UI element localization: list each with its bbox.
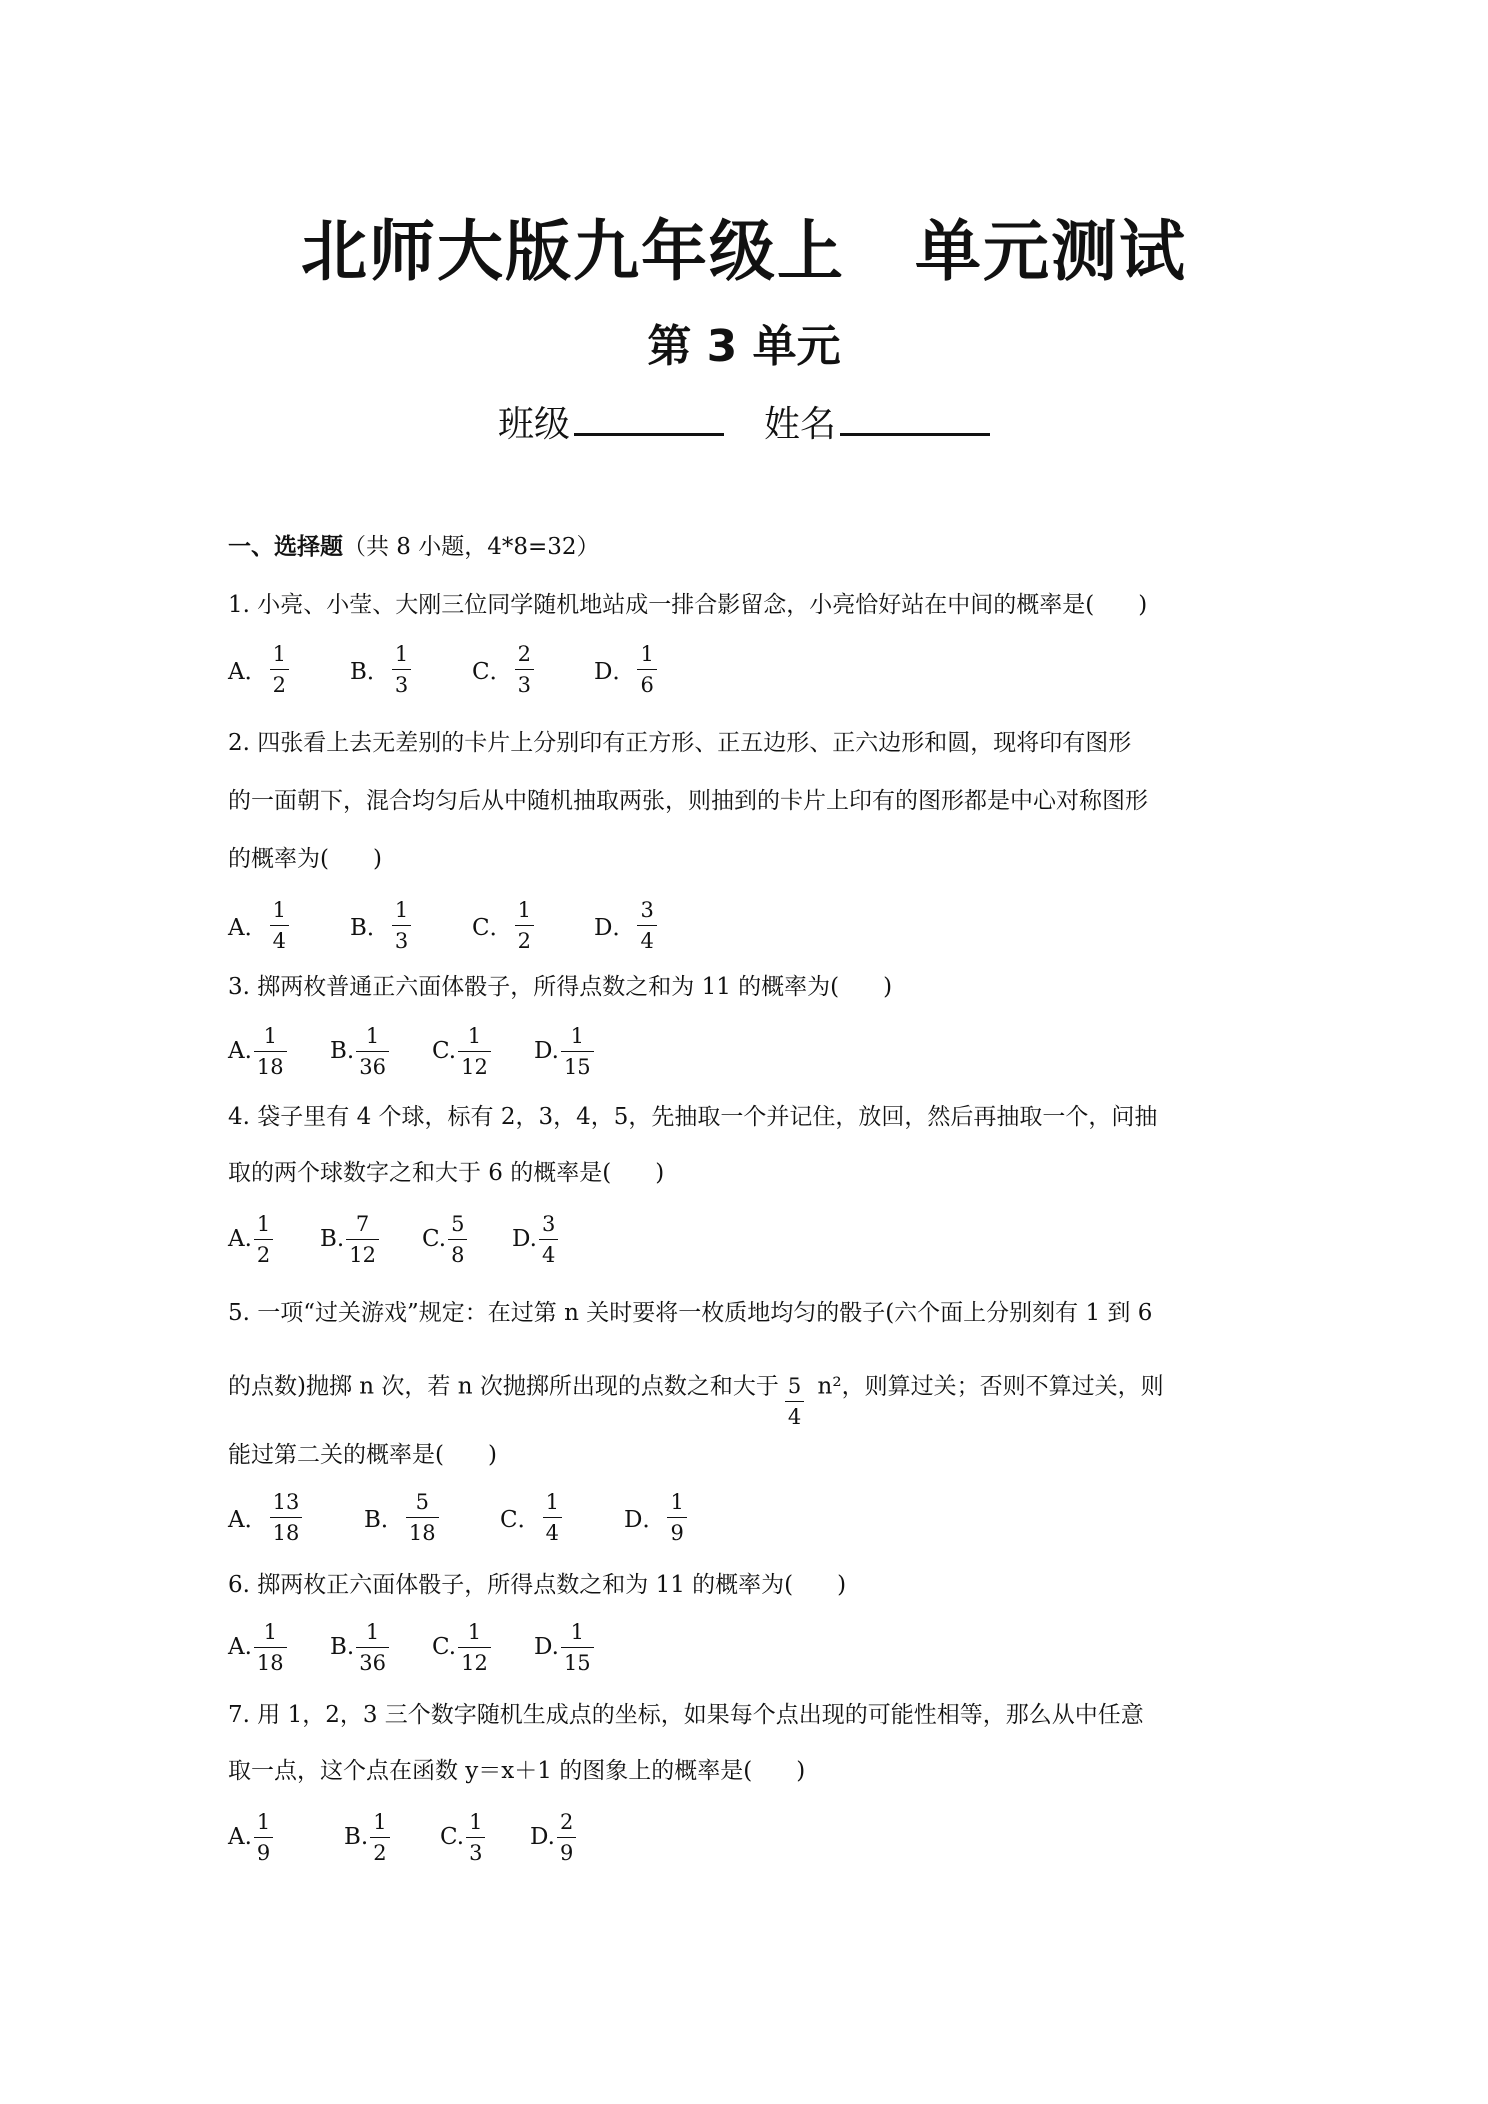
section-header xyxy=(228,528,600,561)
question-4-line-2: 取的两个球数字之和大于 6 的概率是( ) xyxy=(228,1160,665,1186)
question-1-options xyxy=(228,636,659,702)
student-info-line xyxy=(0,396,1488,447)
option-b: B. $\frac{1}{36}$ xyxy=(330,1620,432,1675)
page-title xyxy=(0,198,1488,293)
section-note: （共 8 小题，4*8=32） xyxy=(343,534,600,560)
option-d: D. $\frac{2}{9}$ xyxy=(530,1810,578,1865)
question-3-options xyxy=(228,1018,596,1084)
question-5-options xyxy=(228,1484,689,1550)
option-c: C. $\frac{1}{3}$ xyxy=(440,1810,530,1865)
section-title: 一、选择题 xyxy=(228,534,343,560)
question-5-line-2: 的点数)抛掷 n 次，若 n 次抛掷所出现的点数之和大于 $\frac{5}{4}$ n²，则算过关；否则不算过关，则 xyxy=(228,1373,1164,1429)
question-7-options xyxy=(228,1804,578,1870)
option-a: A. $\frac{1}{18}$ xyxy=(228,1620,330,1675)
question-1-line-1: 1. 小亮、小莹、大刚三位同学随机地站成一排合影留念，小亮恰好站在中间的概率是( ) xyxy=(228,592,1148,618)
question-7-line-1: 7. 用 1，2，3 三个数字随机生成点的坐标，如果每个点出现的可能性相等，那么从中任意 xyxy=(228,1702,1144,1728)
option-d: D． $\frac{1}{9}$ xyxy=(624,1490,689,1545)
question-2-line-1: 2. 四张看上去无差别的卡片上分别印有正方形、正五边形、正六边形和圆，现将印有图形 xyxy=(228,730,1132,756)
option-a: A. $\frac{1}{18}$ xyxy=(228,1024,330,1079)
title-right: 单元测试 xyxy=(915,213,1187,290)
class-blank[interactable] xyxy=(574,399,724,436)
name-blank[interactable] xyxy=(840,399,990,436)
question-5-line-3: 能过第二关的概率是( ) xyxy=(228,1442,497,1468)
option-c: C． $\frac{2}{3}$ xyxy=(472,642,594,697)
title-left: 北师大版九年级上 xyxy=(301,213,845,290)
name-label: 姓名 xyxy=(764,404,837,445)
option-c: C. $\frac{1}{12}$ xyxy=(432,1024,534,1079)
option-c: C． $\frac{1}{2}$ xyxy=(472,898,594,953)
option-d: D． $\frac{1}{6}$ xyxy=(594,642,659,697)
unit-title: 第 3 单元 xyxy=(647,321,841,372)
question-4-options xyxy=(228,1206,560,1272)
class-label: 班级 xyxy=(497,404,570,445)
question-6-options xyxy=(228,1614,596,1680)
option-a: A． $\frac{1}{4}$ xyxy=(228,898,350,953)
question-6-line-1: 6. 掷两枚正六面体骰子，所得点数之和为 11 的概率为( ) xyxy=(228,1572,847,1598)
option-b: B． $\frac{1}{3}$ xyxy=(350,898,472,953)
option-a: A． $\frac{13}{18}$ xyxy=(228,1490,364,1545)
question-5-line-1: 5. 一项“过关游戏”规定：在过第 n 关时要将一枚质地均匀的骰子(六个面上分别刻有 1 到 6 xyxy=(228,1300,1153,1326)
question-4-line-1: 4. 袋子里有 4 个球，标有 2，3，4，5，先抽取一个并记住，放回，然后再抽取一个，问抽 xyxy=(228,1104,1158,1130)
option-b: B． $\frac{5}{18}$ xyxy=(364,1490,500,1545)
option-d: D． $\frac{3}{4}$ xyxy=(594,898,659,953)
option-b: B． $\frac{1}{3}$ xyxy=(350,642,472,697)
question-3-line-1: 3. 掷两枚普通正六面体骰子，所得点数之和为 11 的概率为( ) xyxy=(228,974,893,1000)
option-d: D. $\frac{3}{4}$ xyxy=(512,1212,560,1267)
option-b: B. $\frac{1}{2}$ xyxy=(344,1810,440,1865)
option-d: D. $\frac{1}{15}$ xyxy=(534,1620,596,1675)
option-d: D. $\frac{1}{15}$ xyxy=(534,1024,596,1079)
option-a: A． $\frac{1}{2}$ xyxy=(228,642,350,697)
option-a: A. $\frac{1}{9}$ xyxy=(228,1810,344,1865)
option-c: C. $\frac{1}{12}$ xyxy=(432,1620,534,1675)
option-a: A. $\frac{1}{2}$ xyxy=(228,1212,320,1267)
question-2-line-2: 的一面朝下，混合均匀后从中随机抽取两张，则抽到的卡片上印有的图形都是中心对称图形 xyxy=(228,788,1148,814)
question-7-line-2: 取一点，这个点在函数 y＝x＋1 的图象上的概率是( ) xyxy=(228,1758,806,1784)
option-b: B. $\frac{1}{36}$ xyxy=(330,1024,432,1079)
question-2-line-3: 的概率为( ) xyxy=(228,846,382,872)
option-c: C． $\frac{1}{4}$ xyxy=(500,1490,624,1545)
option-b: B. $\frac{7}{12}$ xyxy=(320,1212,422,1267)
option-c: C. $\frac{5}{8}$ xyxy=(422,1212,512,1267)
question-2-options xyxy=(228,892,659,958)
